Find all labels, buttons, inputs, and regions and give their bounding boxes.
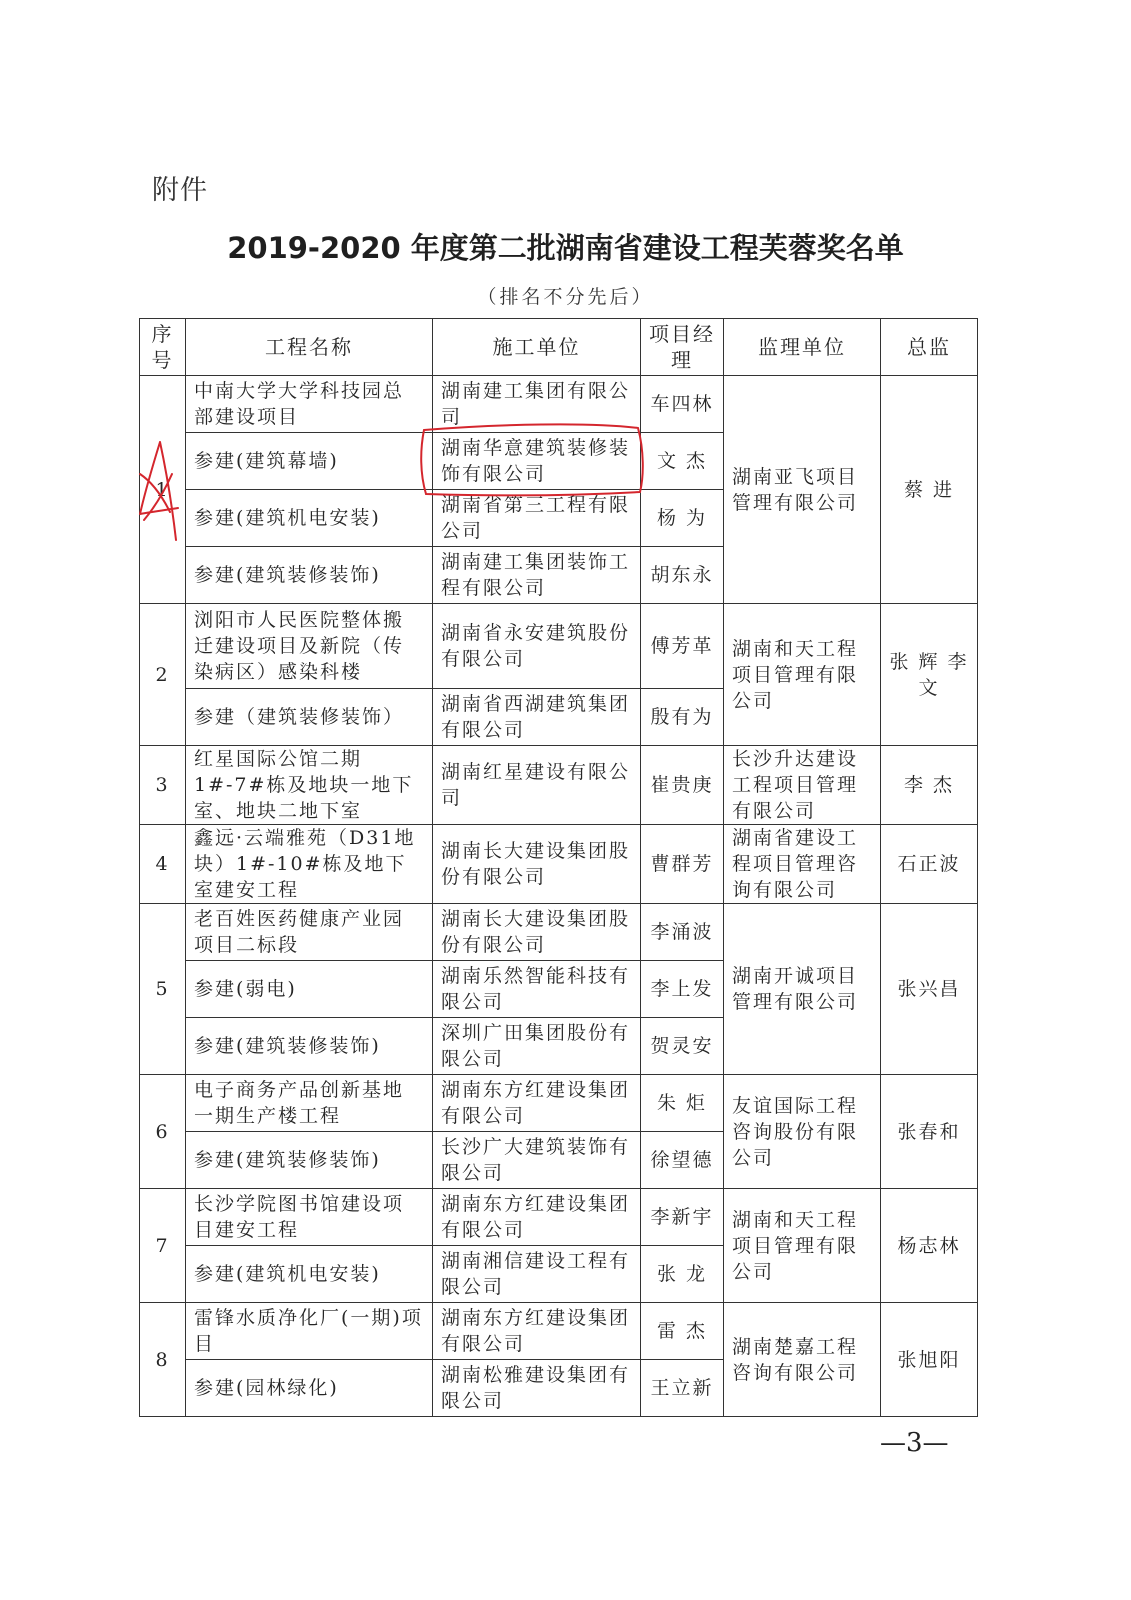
contractor-cell: 湖南省第三工程有限公司 [433,490,641,547]
supervisor-cell: 湖南亚飞项目管理有限公司 [724,376,881,604]
manager-cell: 傅芳革 [641,604,724,689]
manager-cell: 张 龙 [641,1246,724,1303]
manager-cell: 李新宇 [641,1189,724,1246]
manager-cell: 李上发 [641,961,724,1018]
manager-cell: 胡东永 [641,547,724,604]
contractor-cell: 湖南东方红建设集团有限公司 [433,1303,641,1360]
table-header-row [140,319,978,376]
chief-cell: 蔡 进 [881,376,978,604]
project-cell: 参建(园林绿化) [186,1360,433,1417]
seq-cell: 8 [140,1303,186,1417]
contractor-cell: 湖南建工集团装饰工程有限公司 [433,547,641,604]
seq-cell: 1 [140,376,186,604]
page-number: —3— [880,1428,949,1458]
table-row [140,1075,978,1132]
project-cell: 雷锋水质净化厂(一期)项目 [186,1303,433,1360]
supervisor-cell: 湖南和天工程项目管理有限公司 [724,1189,881,1303]
manager-cell: 杨 为 [641,490,724,547]
header-project: 工程名称 [186,319,433,376]
chief-cell: 张旭阳 [881,1303,978,1417]
manager-cell: 朱 炬 [641,1075,724,1132]
supervisor-cell: 湖南省建设工程项目管理咨询有限公司 [724,825,881,904]
contractor-cell: 湖南建工集团有限公司 [433,376,641,433]
seq-cell: 2 [140,604,186,746]
manager-cell: 雷 杰 [641,1303,724,1360]
supervisor-cell: 友谊国际工程咨询股份有限公司 [724,1075,881,1189]
seq-cell: 6 [140,1075,186,1189]
contractor-cell: 湖南长大建设集团股份有限公司 [433,825,641,904]
seq-cell: 4 [140,825,186,904]
manager-cell: 曹群芳 [641,825,724,904]
project-cell: 参建(建筑机电安装) [186,490,433,547]
chief-cell: 张 辉 李 文 [881,604,978,746]
project-cell: 老百姓医药健康产业园项目二标段 [186,904,433,961]
table-row [140,376,978,433]
project-cell: 参建(建筑装修装饰) [186,1132,433,1189]
manager-cell: 贺灵安 [641,1018,724,1075]
table-row [140,904,978,961]
table-row [140,1189,978,1246]
project-cell: 参建(建筑机电安装) [186,1246,433,1303]
document-subtitle: （排名不分先后） [477,286,654,308]
header-contractor: 施工单位 [433,319,641,376]
supervisor-cell: 长沙升达建设工程项目管理有限公司 [724,746,881,825]
project-cell: 电子商务产品创新基地一期生产楼工程 [186,1075,433,1132]
supervisor-cell: 湖南楚嘉工程咨询有限公司 [724,1303,881,1417]
manager-cell: 殷有为 [641,689,724,746]
project-cell: 长沙学院图书馆建设项目建安工程 [186,1189,433,1246]
header-chief: 总监 [881,319,978,376]
chief-cell: 石正波 [881,825,978,904]
header-seq: 序号 [140,319,186,376]
contractor-cell: 湖南东方红建设集团有限公司 [433,1189,641,1246]
chief-cell: 李 杰 [881,746,978,825]
manager-cell: 李涌波 [641,904,724,961]
seq-cell: 7 [140,1189,186,1303]
manager-cell: 徐望德 [641,1132,724,1189]
project-cell: 参建(建筑幕墙) [186,433,433,490]
document-title: 2019-2020 年度第二批湖南省建设工程芙蓉奖名单 [227,231,904,265]
project-cell: 中南大学大学科技园总部建设项目 [186,376,433,433]
project-cell: 参建(建筑装修装饰) [186,1018,433,1075]
manager-cell: 崔贵庚 [641,746,724,825]
table-row [140,1303,978,1360]
project-cell: 浏阳市人民医院整体搬迁建设项目及新院（传染病区）感染科楼 [186,604,433,689]
seq-cell: 5 [140,904,186,1075]
table-row [140,604,978,689]
contractor-cell: 湖南红星建设有限公司 [433,746,641,825]
supervisor-cell: 湖南开诚项目管理有限公司 [724,904,881,1075]
seq-cell: 3 [140,746,186,825]
contractor-cell: 湖南华意建筑装修装饰有限公司 [433,433,641,490]
supervisor-cell: 湖南和天工程项目管理有限公司 [724,604,881,746]
contractor-cell: 湖南东方红建设集团有限公司 [433,1075,641,1132]
project-cell: 鑫远·云端雅苑（D31地块）1#-10#栋及地下室建安工程 [186,825,433,904]
table-row [140,746,978,825]
contractor-cell: 湖南乐然智能科技有限公司 [433,961,641,1018]
attachment-label: 附件 [152,175,208,206]
chief-cell: 张兴昌 [881,904,978,1075]
contractor-cell: 湖南省西湖建筑集团有限公司 [433,689,641,746]
project-cell: 参建(弱电) [186,961,433,1018]
project-cell: 参建（建筑装修装饰） [186,689,433,746]
manager-cell: 王立新 [641,1360,724,1417]
contractor-cell: 湖南长大建设集团股份有限公司 [433,904,641,961]
project-cell: 红星国际公馆二期 1#-7#栋及地块一地下室、地块二地下室 [186,746,433,825]
award-table [139,318,978,1417]
contractor-cell: 湖南松雅建设集团有限公司 [433,1360,641,1417]
chief-cell: 张春和 [881,1075,978,1189]
contractor-cell: 深圳广田集团股份有限公司 [433,1018,641,1075]
header-manager: 项目经理 [641,319,724,376]
project-cell: 参建(建筑装修装饰) [186,547,433,604]
chief-cell: 杨志林 [881,1189,978,1303]
table-row [140,825,978,904]
contractor-cell: 湖南省永安建筑股份有限公司 [433,604,641,689]
header-supervisor: 监理单位 [724,319,881,376]
award-table-body [140,376,978,1417]
manager-cell: 车四林 [641,376,724,433]
contractor-cell: 长沙广大建筑装饰有限公司 [433,1132,641,1189]
manager-cell: 文 杰 [641,433,724,490]
contractor-cell: 湖南湘信建设工程有限公司 [433,1246,641,1303]
